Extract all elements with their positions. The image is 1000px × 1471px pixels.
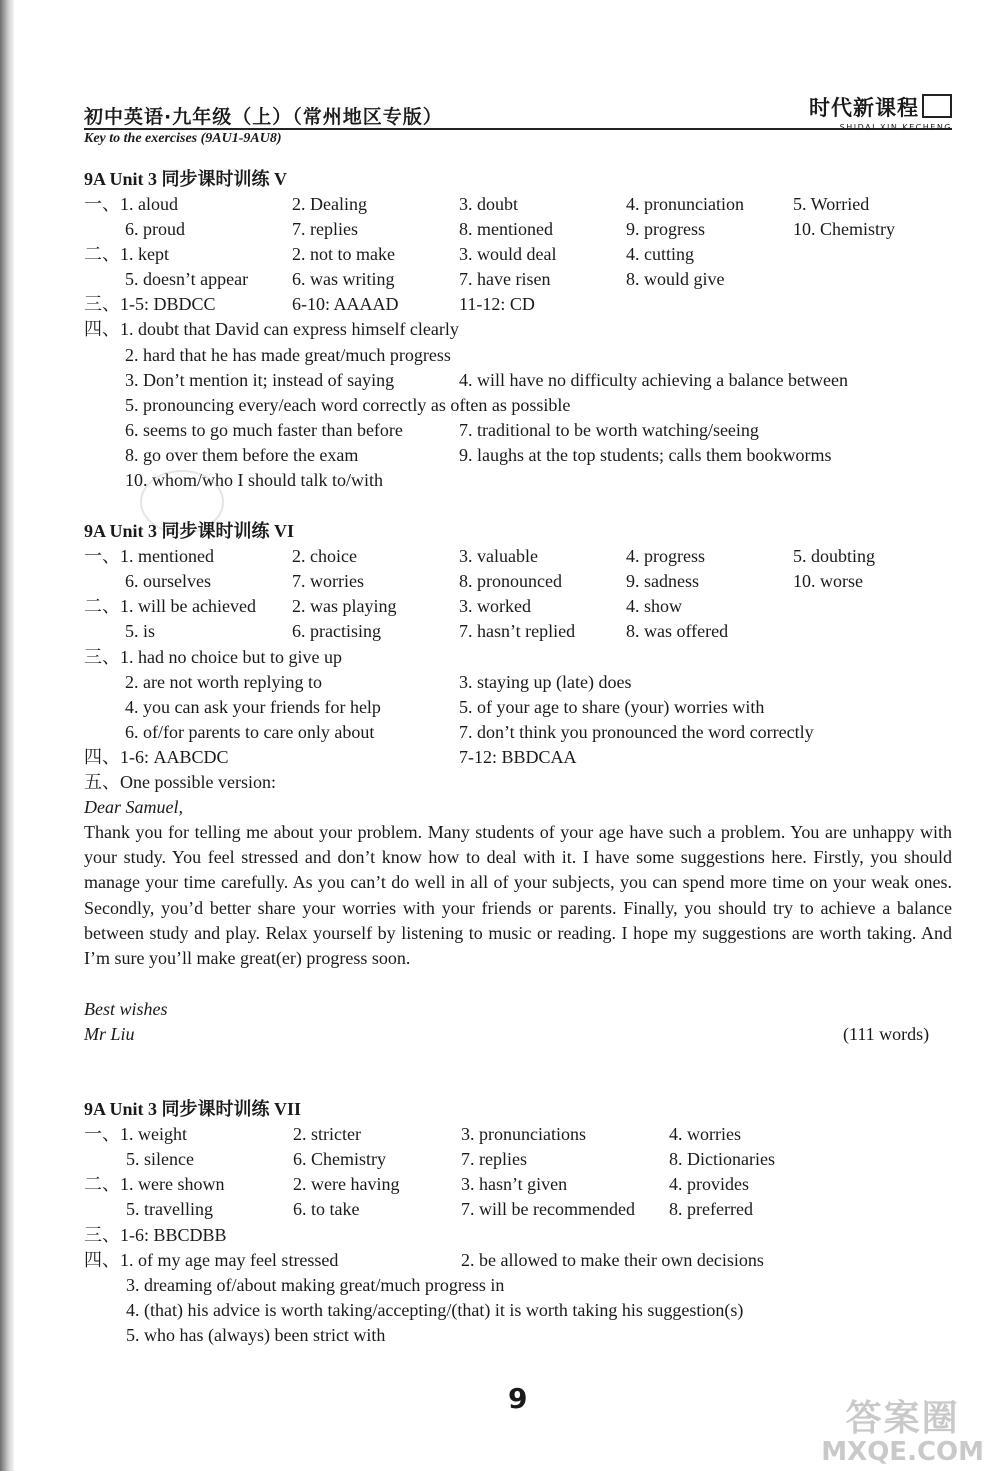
answer-item: 二、1. were shown (84, 1174, 225, 1194)
answer-item: 3. Don’t mention it; instead of saying (125, 370, 395, 390)
answer-item: 2. choice (292, 546, 357, 566)
answer-item: 8. preferred (669, 1199, 753, 1219)
answer-item: 6. seems to go much faster than before (125, 420, 403, 440)
answer-item: 4. progress (626, 546, 705, 566)
answer-item: 四、1-6: AABCDC (84, 747, 229, 767)
answer-item: 三、1-5: DBDCC (84, 294, 216, 314)
watermark-cn: 答案圈 (845, 1398, 960, 1439)
section-title: 9A Unit 3 同步课时训练 VII (84, 1099, 302, 1119)
answer-item: 5. of your age to share (your) worries with (459, 697, 765, 717)
answer-item: 四、1. of my age may feel stressed (84, 1250, 339, 1270)
answer-item: 7. worries (292, 571, 364, 591)
answer-item: 4. you can ask your friends for help (125, 697, 381, 717)
brand-emblem-icon (922, 94, 952, 118)
brand-name-en: SHIDAI XIN KECHENG (839, 123, 952, 132)
answer-item: 10. worse (793, 571, 863, 591)
answer-item: 5. doesn’t appear (125, 269, 249, 289)
answer-item: 3. would deal (459, 244, 557, 264)
answer-item: 6. was writing (292, 269, 395, 289)
letter-closing: Best wishes (84, 999, 168, 1019)
watermark-en: MXQE.COM (821, 1437, 984, 1467)
answer-item: 8. Dictionaries (669, 1149, 775, 1169)
answer-item: 7. will be recommended (461, 1199, 635, 1219)
answer-item: 9. laughs at the top students; calls them bookworms (459, 445, 832, 465)
answer-item: 7. replies (292, 219, 358, 239)
answer-item: 6-10: AAAAD (292, 294, 399, 314)
brand-logo (809, 92, 952, 132)
answer-item: 10. whom/who I should talk to/with (125, 470, 383, 490)
answer-item: 4. (that) his advice is worth taking/accepting/(that) it is worth taking his suggestion(s) (126, 1300, 744, 1320)
section-title: 9A Unit 3 同步课时训练 V (84, 169, 288, 189)
answer-item: 7-12: BBDCAA (459, 747, 577, 767)
answer-item: 6. ourselves (125, 571, 211, 591)
letter-greeting: Dear Samuel, (84, 797, 183, 817)
brand-name-cn: 时代新课程 (809, 96, 919, 120)
answer-item: 3. hasn’t given (461, 1174, 568, 1194)
answer-item: 二、1. will be achieved (84, 596, 256, 616)
answer-item: 4. cutting (626, 244, 694, 264)
answer-item: 2. stricter (293, 1124, 361, 1144)
answer-item: 6. proud (125, 219, 185, 239)
answer-item: 2. are not worth replying to (125, 672, 322, 692)
answer-item: 7. hasn’t replied (459, 621, 576, 641)
answer-item: 5. Worried (793, 194, 870, 214)
answer-item: 2. be allowed to make their own decisions (461, 1250, 764, 1270)
answer-item: 5. silence (126, 1149, 194, 1169)
answer-item: 5. doubting (793, 546, 876, 566)
answer-item: 7. have risen (459, 269, 551, 289)
answer-item: 4. provides (669, 1174, 749, 1194)
answer-item: 5. who has (always) been strict with (126, 1325, 386, 1345)
answer-item: 一、1. mentioned (84, 546, 214, 566)
answer-item: 三、1. had no choice but to give up (84, 647, 342, 667)
answer-item: 2. not to make (292, 244, 395, 264)
answer-item: 6. Chemistry (293, 1149, 386, 1169)
answer-item: 5. pronouncing every/each word correctly as often as possible (125, 395, 571, 415)
answer-item: 2. was playing (292, 596, 397, 616)
letter-signature: Mr Liu (84, 1024, 135, 1044)
answer-item: 2. Dealing (292, 194, 367, 214)
answer-item: 8. pronounced (459, 571, 562, 591)
answer-item: 5. travelling (126, 1199, 213, 1219)
answer-item: 4. worries (669, 1124, 741, 1144)
answer-item: 8. would give (626, 269, 725, 289)
answer-item: 三、1-6: BBCDBB (84, 1225, 227, 1245)
answer-item: 2. hard that he has made great/much progress (125, 345, 451, 365)
answer-item: 五、One possible version: (84, 772, 276, 792)
answer-item: 11-12: CD (459, 294, 535, 314)
answer-item: 一、1. aloud (84, 194, 178, 214)
page-header-subtitle: Key to the exercises (9AU1-9AU8) (84, 131, 282, 146)
answer-item: 四、1. doubt that David can express himself clearly (84, 319, 459, 339)
answer-item: 4. show (626, 596, 683, 616)
answer-item: 3. valuable (459, 546, 538, 566)
page-header-title: 初中英语·九年级（上）（常州地区专版） (84, 106, 443, 128)
answer-item: 10. Chemistry (793, 219, 895, 239)
answer-item: 一、1. weight (84, 1124, 187, 1144)
answer-item: 2. were having (293, 1174, 400, 1194)
answer-item: 6. of/for parents to care only about (125, 722, 375, 742)
answer-item: 8. mentioned (459, 219, 553, 239)
answer-item: 9. progress (626, 219, 705, 239)
answer-item: 4. will have no difficulty achieving a balance between (459, 370, 849, 390)
answer-item: 8. go over them before the exam (125, 445, 359, 465)
book-spine-shadow (0, 0, 14, 1471)
answer-item: 3. dreaming of/about making great/much progress in (126, 1275, 505, 1295)
answer-item: 7. don’t think you pronounced the word correctly (459, 722, 814, 742)
answer-item: 5. is (125, 621, 156, 641)
letter-body: Thank you for telling me about your problem. Many students of your age have such a problem. You are unhappy with your study. You feel stressed and don’t know how to deal with it. I have some suggestions here. Firstly, you should manage your time carefully. As you can’t do well in all of your subjects, you can spend more time on your weak ones. Secondly, you’d better share your worries with your friends or parents. Finally, you should try to achieve a balance between study and play. Relax yourself by listening to music or reading. I hope my suggestions are worth taking. And I’m sure you’ll make great(er) progress soon. (84, 822, 952, 969)
answer-item: 6. to take (293, 1199, 360, 1219)
answer-item: 7. replies (461, 1149, 527, 1169)
section-title: 9A Unit 3 同步课时训练 VI (84, 521, 295, 541)
answer-item: 3. pronunciations (461, 1124, 586, 1144)
answer-item: 9. sadness (626, 571, 699, 591)
page-number: 9 (508, 1382, 528, 1415)
answer-item: 4. pronunciation (626, 194, 744, 214)
watermark-logo (821, 1390, 984, 1467)
answer-item: 3. doubt (459, 194, 519, 214)
answer-item: 7. traditional to be worth watching/seeing (459, 420, 759, 440)
answer-item: 3. staying up (late) does (459, 672, 632, 692)
word-count: (111 words) (843, 1024, 930, 1044)
answer-item: 8. was offered (626, 621, 729, 641)
answer-item: 6. practising (292, 621, 381, 641)
answer-item: 二、1. kept (84, 244, 169, 264)
answer-item: 3. worked (459, 596, 531, 616)
